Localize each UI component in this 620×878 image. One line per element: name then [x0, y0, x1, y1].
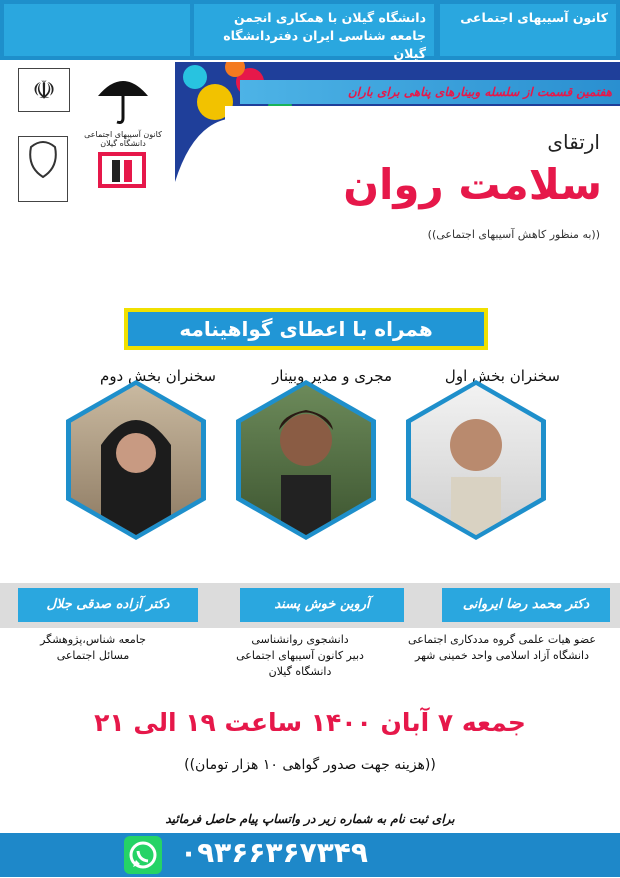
header-cell-empty — [4, 4, 190, 56]
event-banner — [0, 62, 620, 308]
speaker-desc-3 — [18, 632, 168, 664]
title-subtitle: ((به منظور کاهش آسیبهای اجتماعی)) — [427, 228, 600, 241]
speaker-photo-2 — [236, 380, 376, 540]
university-logo — [18, 136, 68, 202]
header-cell-university — [194, 4, 434, 61]
phone-number[interactable]: ۰۹۳۶۶۳۶۷۳۴۹ — [180, 836, 368, 869]
speaker-desc-2-line: دانشجوی روانشناسی — [251, 633, 349, 646]
sociology-association-logo — [96, 150, 148, 190]
speaker-desc-2 — [210, 632, 390, 680]
header-university-text: دانشگاه گیلان با همکاری انجمن جامعه شناسی ایران دفتردانشگاه گیلان — [223, 10, 426, 61]
registration-note: برای ثبت نام به شماره زیر در واتساپ پیام حاصل فرمائید — [165, 812, 455, 826]
speaker-desc-3-line: مسائل اجتماعی — [56, 649, 130, 662]
iran-emblem-logo — [18, 68, 70, 112]
speaker-desc-1-line: عضو هیات علمی گروه مددکاری اجتماعی — [408, 633, 596, 646]
speaker-desc-2-line: دبیر کانون آسیبهای اجتماعی — [236, 649, 364, 662]
umbrella-logo — [92, 66, 154, 130]
speaker-desc-1-line: دانشگاه آزاد اسلامی واحد خمینی شهر — [415, 649, 589, 662]
speaker-desc-2-line: دانشگاه گیلان — [268, 665, 332, 678]
speaker-role-3: سخنران بخش دوم — [100, 367, 216, 385]
header-cell-society: کانون آسیبهای اجتماعی — [440, 4, 616, 56]
whatsapp-icon[interactable] — [124, 836, 162, 874]
top-header-bar — [0, 0, 620, 60]
title-big: سلامت روان — [343, 160, 602, 209]
event-cost: ((هزینه جهت صدور گواهی ۱۰ هزار تومان)) — [184, 757, 436, 773]
event-datetime: جمعه ۷ آبان ۱۴۰۰ ساعت ۱۹ الی ۲۱ — [94, 708, 526, 737]
certificate-ribbon: همراه با اعطای گواهینامه — [128, 312, 484, 346]
svg-text:☫: ☫ — [32, 76, 56, 106]
speaker-name-2: آروین خوش پسند — [240, 588, 404, 622]
speaker-desc-3-line: جامعه شناس،پژوهشگر — [40, 633, 146, 646]
speaker-desc-1 — [392, 632, 612, 664]
leaf-shape — [183, 65, 207, 89]
speaker-role-2: مجری و مدیر وبینار — [272, 367, 392, 385]
title-small: ارتقای — [547, 130, 600, 154]
logo-panel — [0, 62, 175, 308]
speaker-name-1: دکتر محمد رضا ایروانی — [442, 588, 610, 622]
umbrella-logo-label: کانون آسیبهای اجتماعی دانشگاه گیلان — [84, 130, 162, 148]
speaker-name-3: دکتر آزاده صدقی جلال — [18, 588, 198, 622]
speaker-photo-3 — [66, 380, 206, 540]
series-title-strip: هفتمین قسمت از سلسله وبینارهای پناهی برای باران — [240, 80, 620, 104]
speaker-photo-1 — [406, 380, 546, 540]
speaker-role-1: سخنران بخش اول — [444, 367, 560, 385]
